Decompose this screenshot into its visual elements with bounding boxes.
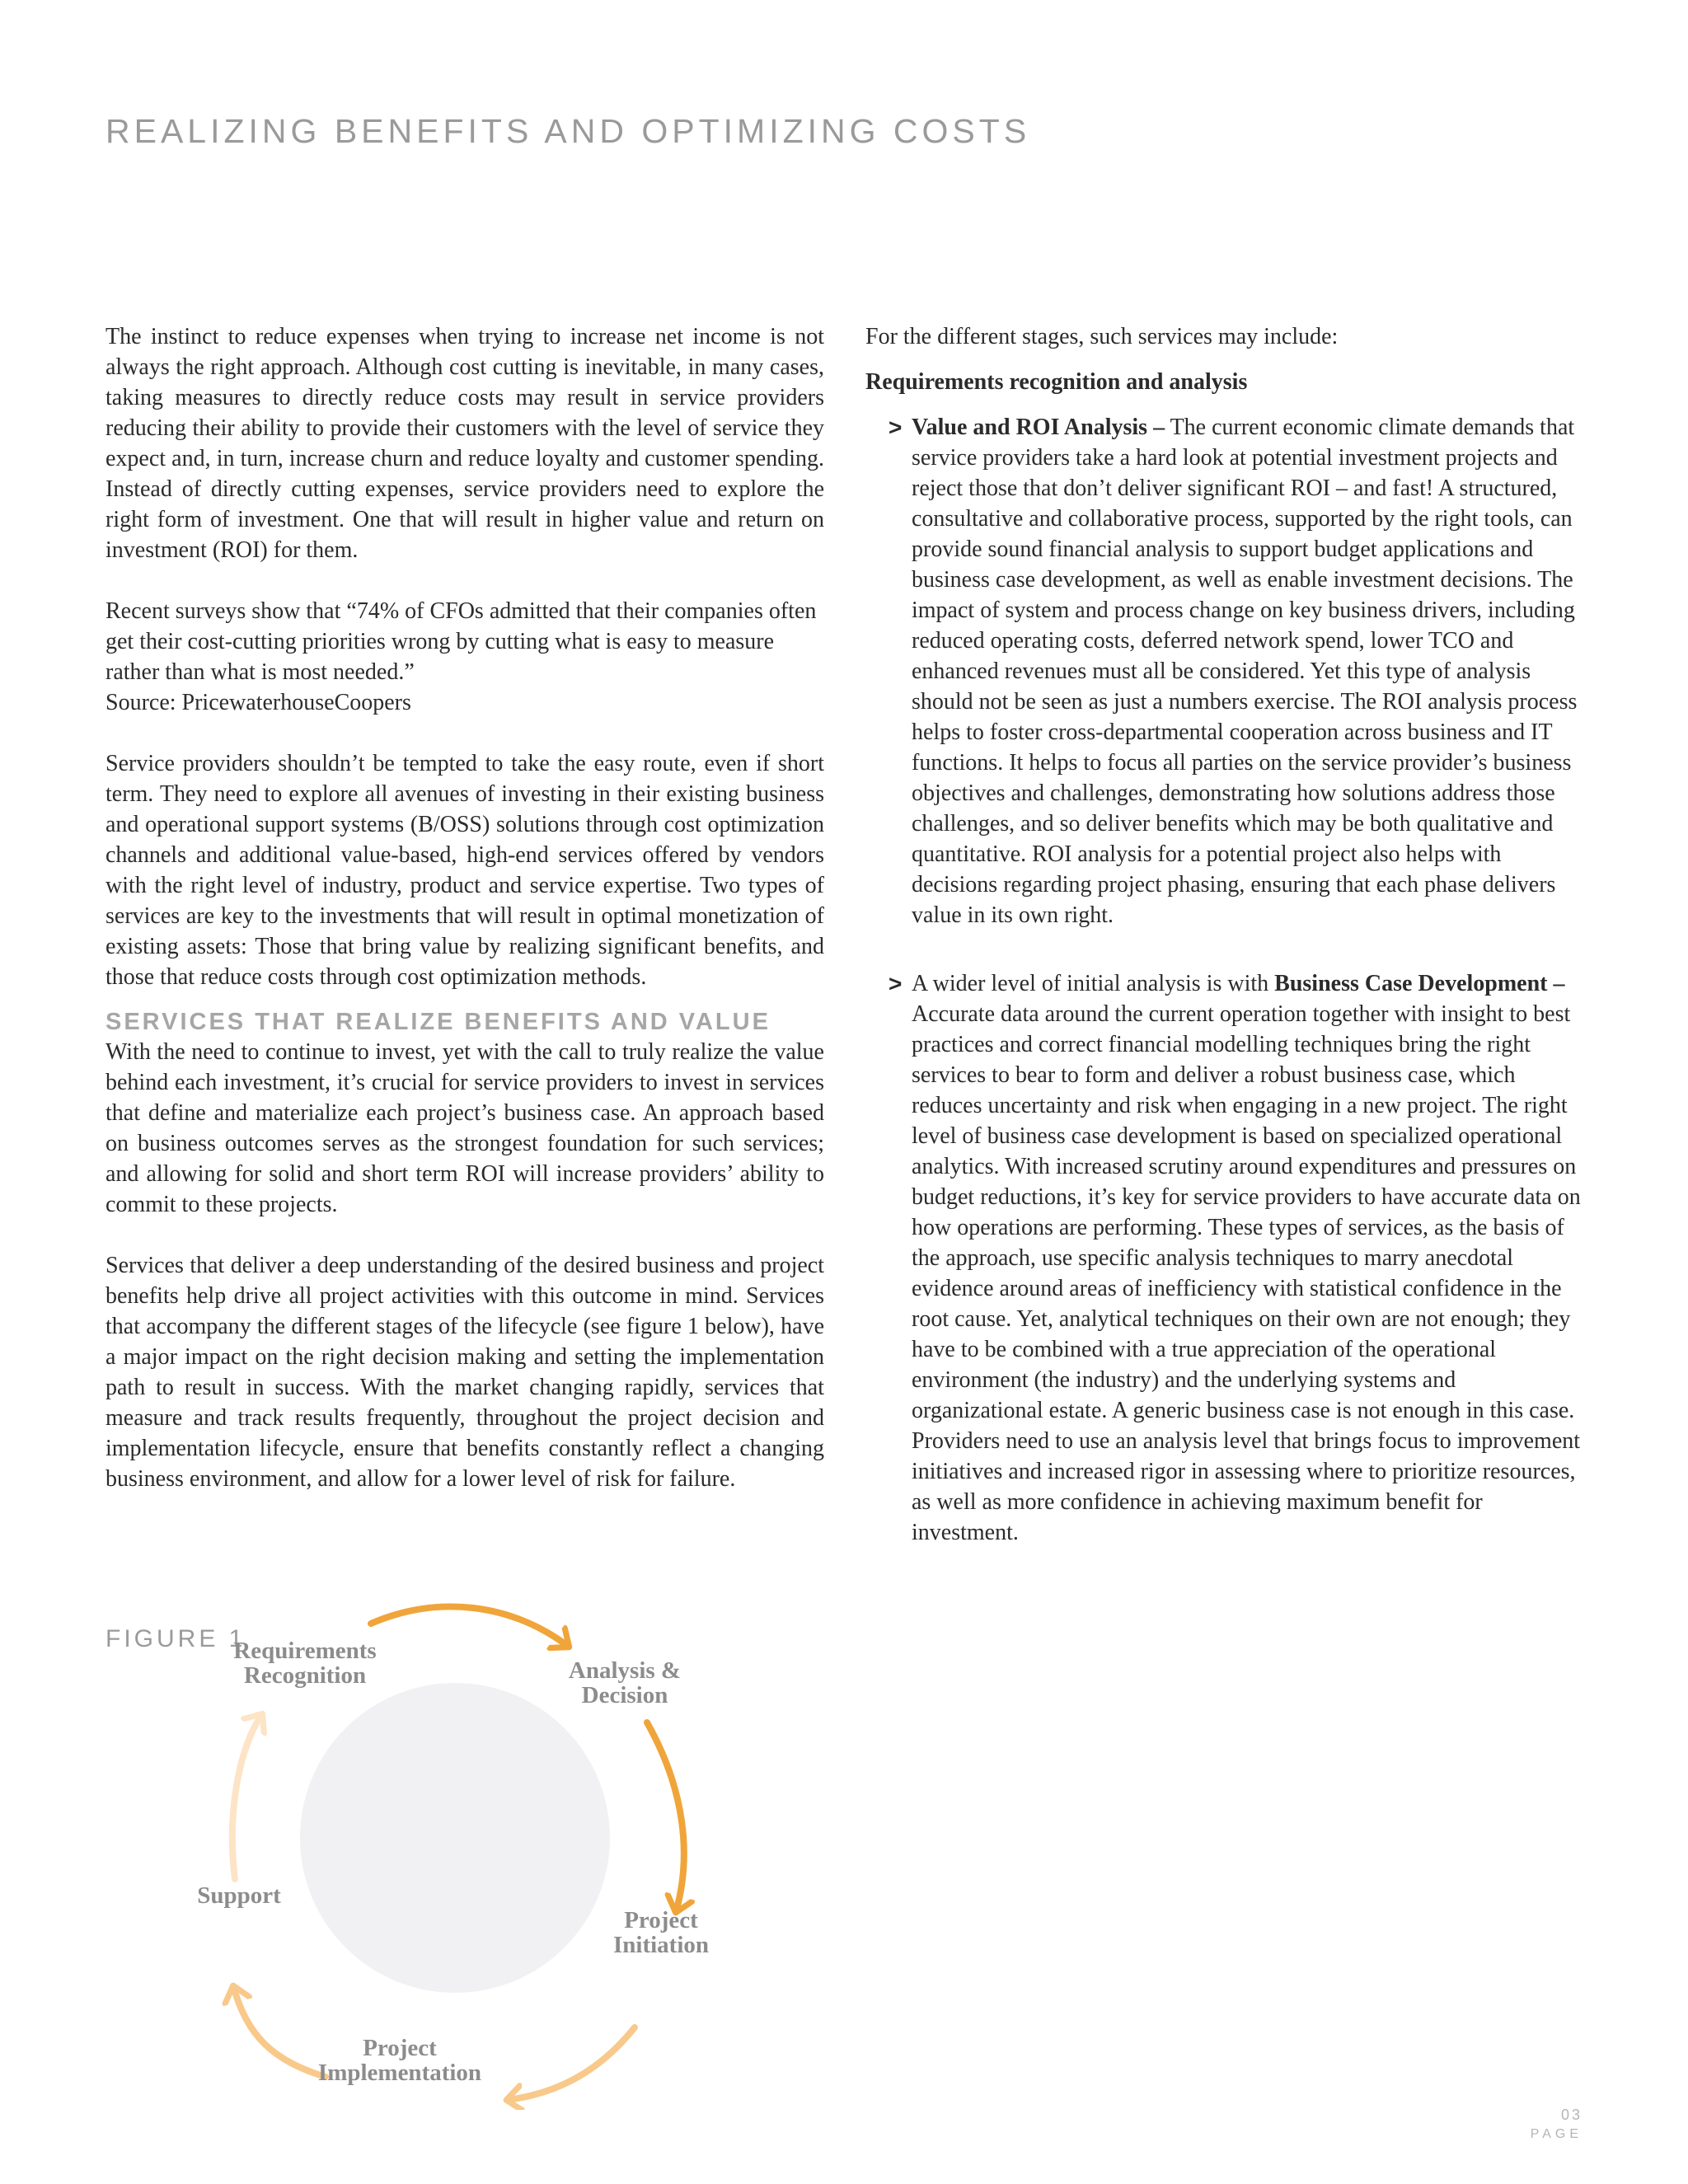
page-number-value: 03 xyxy=(1560,2107,1582,2123)
bullet-business-case-lead: A wider level of initial analysis is with xyxy=(912,971,1275,996)
left-column xyxy=(106,321,824,1494)
requirements-heading: Requirements recognition and analysis xyxy=(865,369,1248,395)
stage-requirements-recognition: Requirements Recognition xyxy=(233,1638,377,1689)
survey-quote: Recent surveys show that “74% of CFOs admitted that their companies often get their cost-cutting priorities wrong by cutting what is easy to measure rather than what is most needed.” xyxy=(106,598,817,685)
page-number xyxy=(1531,2107,1582,2142)
stage-analysis-decision: Analysis & Decision xyxy=(568,1657,682,1708)
page-number-label: PAGE xyxy=(1530,2127,1582,2141)
bullet-business-case-text: Accurate data around the current operation together with insight to best practices and correct financial modelling techniques bring the right services to bear to form and deliver a robust business case, which reduces uncertainty and risk when engaging in a new project. The right level of business case development is based on specialized operational analytics. With increased scrutiny around expenditures and pressures on budget reductions, it’s key for service providers to have accurate data on how operations are performing. These types of services, as the basis of the approach, use specific analysis techniques to marry anecdotal evidence around areas of inefficiency with statistical confidence in the root cause. Yet, analytical techniques on their own are not enough; they have to be combined with a true appreciation of the operational environment (the industry) and the underlying systems and organizational estate. A generic business case is not enough in this case. Providers need to use an analysis level that brings focus to improvement initiatives and increased rigor in assessing where to prioritize resources, as well as more confidence in achieving maximum benefit for investment. xyxy=(912,1001,1581,1545)
cycle-center-circle xyxy=(300,1683,610,1993)
bullet-roi-analysis xyxy=(865,412,1582,930)
stage-project-initiation: Project Initiation xyxy=(612,1907,710,1958)
lifecycle-paragraph: Services that deliver a deep understanding of the desired business and project benefits help drive all project activities with this outcome in mind. Services that accompany the different stages of the lifecycle (see figure 1 below), have a major impact on the right decision making and setting the implementation path to result in success. With the market changing rapidly, services that measure and track results frequently, throughout the project decision and implementation lifecycle, ensure that benefits constantly reflect a changing business environment, and allow for a lower level of risk for failure. xyxy=(106,1253,824,1492)
page-title: REALIZING BENEFITS AND OPTIMIZING COSTS xyxy=(106,112,1031,150)
stages-intro: For the different stages, such services may include: xyxy=(865,324,1339,349)
bullet-marker: > xyxy=(889,971,903,996)
stage-project-implementation: Project Implementation xyxy=(317,2035,482,2086)
stage-support: Support xyxy=(197,1882,281,1909)
bullet-marker: > xyxy=(889,415,903,440)
benefits-paragraph: With the need to continue to invest, yet with the call to truly realize the value behind each investment, it’s crucial for service providers to invest in services that define and materialize each project’s business case. An approach based on business outcomes serves as the strongest foundation for such services; and allowing for solid and short term ROI will increase providers’ ability to commit to these projects. xyxy=(106,1039,824,1217)
figure-label: FIGURE 1 xyxy=(106,1625,246,1652)
arrow-support-to-requirements xyxy=(232,1714,262,1879)
bullet-business-case xyxy=(865,968,1582,1548)
lifecycle-diagram xyxy=(165,1599,791,2110)
arrow-initiation-to-implementation xyxy=(507,2027,635,2100)
arrow-analysis-to-initiation xyxy=(647,1722,684,1912)
bullet-roi-title: Value and ROI Analysis – xyxy=(912,415,1165,440)
bullet-business-case-title: Business Case Development – xyxy=(1274,971,1565,996)
section-heading: SERVICES THAT REALIZE BENEFITS AND VALUE xyxy=(106,1009,771,1035)
right-column xyxy=(865,321,1582,1548)
arrow-requirements-to-analysis xyxy=(371,1606,569,1647)
investment-paragraph: Service providers shouldn’t be tempted to take the easy route, even if short term. They need to explore all avenues of investing in their existing business and operational support systems (B/OSS) solutions through cost optimization channels and additional value-based, high-end services offered by vendors with the right level of industry, product and service expertise. Two types of services are key to the investments that will result in optimal monetization of existing assets: Those that bring value by realizing significant benefits, and those that reduce costs through cost optimization methods. xyxy=(106,751,824,990)
quote-source: Source: PricewaterhouseCoopers xyxy=(106,690,411,715)
intro-paragraph: The instinct to reduce expenses when trying to increase net income is not always the right approach. Although cost cutting is inevitable, in many cases, taking measures to directly reduce costs may result in service providers reducing their ability to provide their customers with the level of service they expect and, in turn, increase churn and reduce loyalty and customer spending. Instead of directly cutting expenses, service providers need to explore the right form of investment. One that will result in higher value and return on investment (ROI) for them. xyxy=(106,324,824,563)
bullet-roi-text: The current economic climate demands that service providers take a hard look at potential investment projects and reject those that don’t deliver significant ROI – and fast! A structured, consultative and collaborative process, supported by the right tools, can provide sound financial analysis to support budget applications and business case development, as well as enable investment decisions. The impact of system and process change on key business drivers, including reduced operating costs, deferred network spend, lower TCO and enhanced revenues must all be considered. Yet this type of analysis should not be seen as just a numbers exercise. The ROI analysis process helps to foster cross-departmental cooperation across business and IT functions. It helps to focus all parties on the service provider’s business objectives and challenges, demonstrating how solutions address those challenges, and so deliver benefits which may be both qualitative and quantitative. ROI analysis for a potential project also helps with decisions regarding project phasing, ensuring that each phase delivers value in its own right. xyxy=(912,415,1578,928)
